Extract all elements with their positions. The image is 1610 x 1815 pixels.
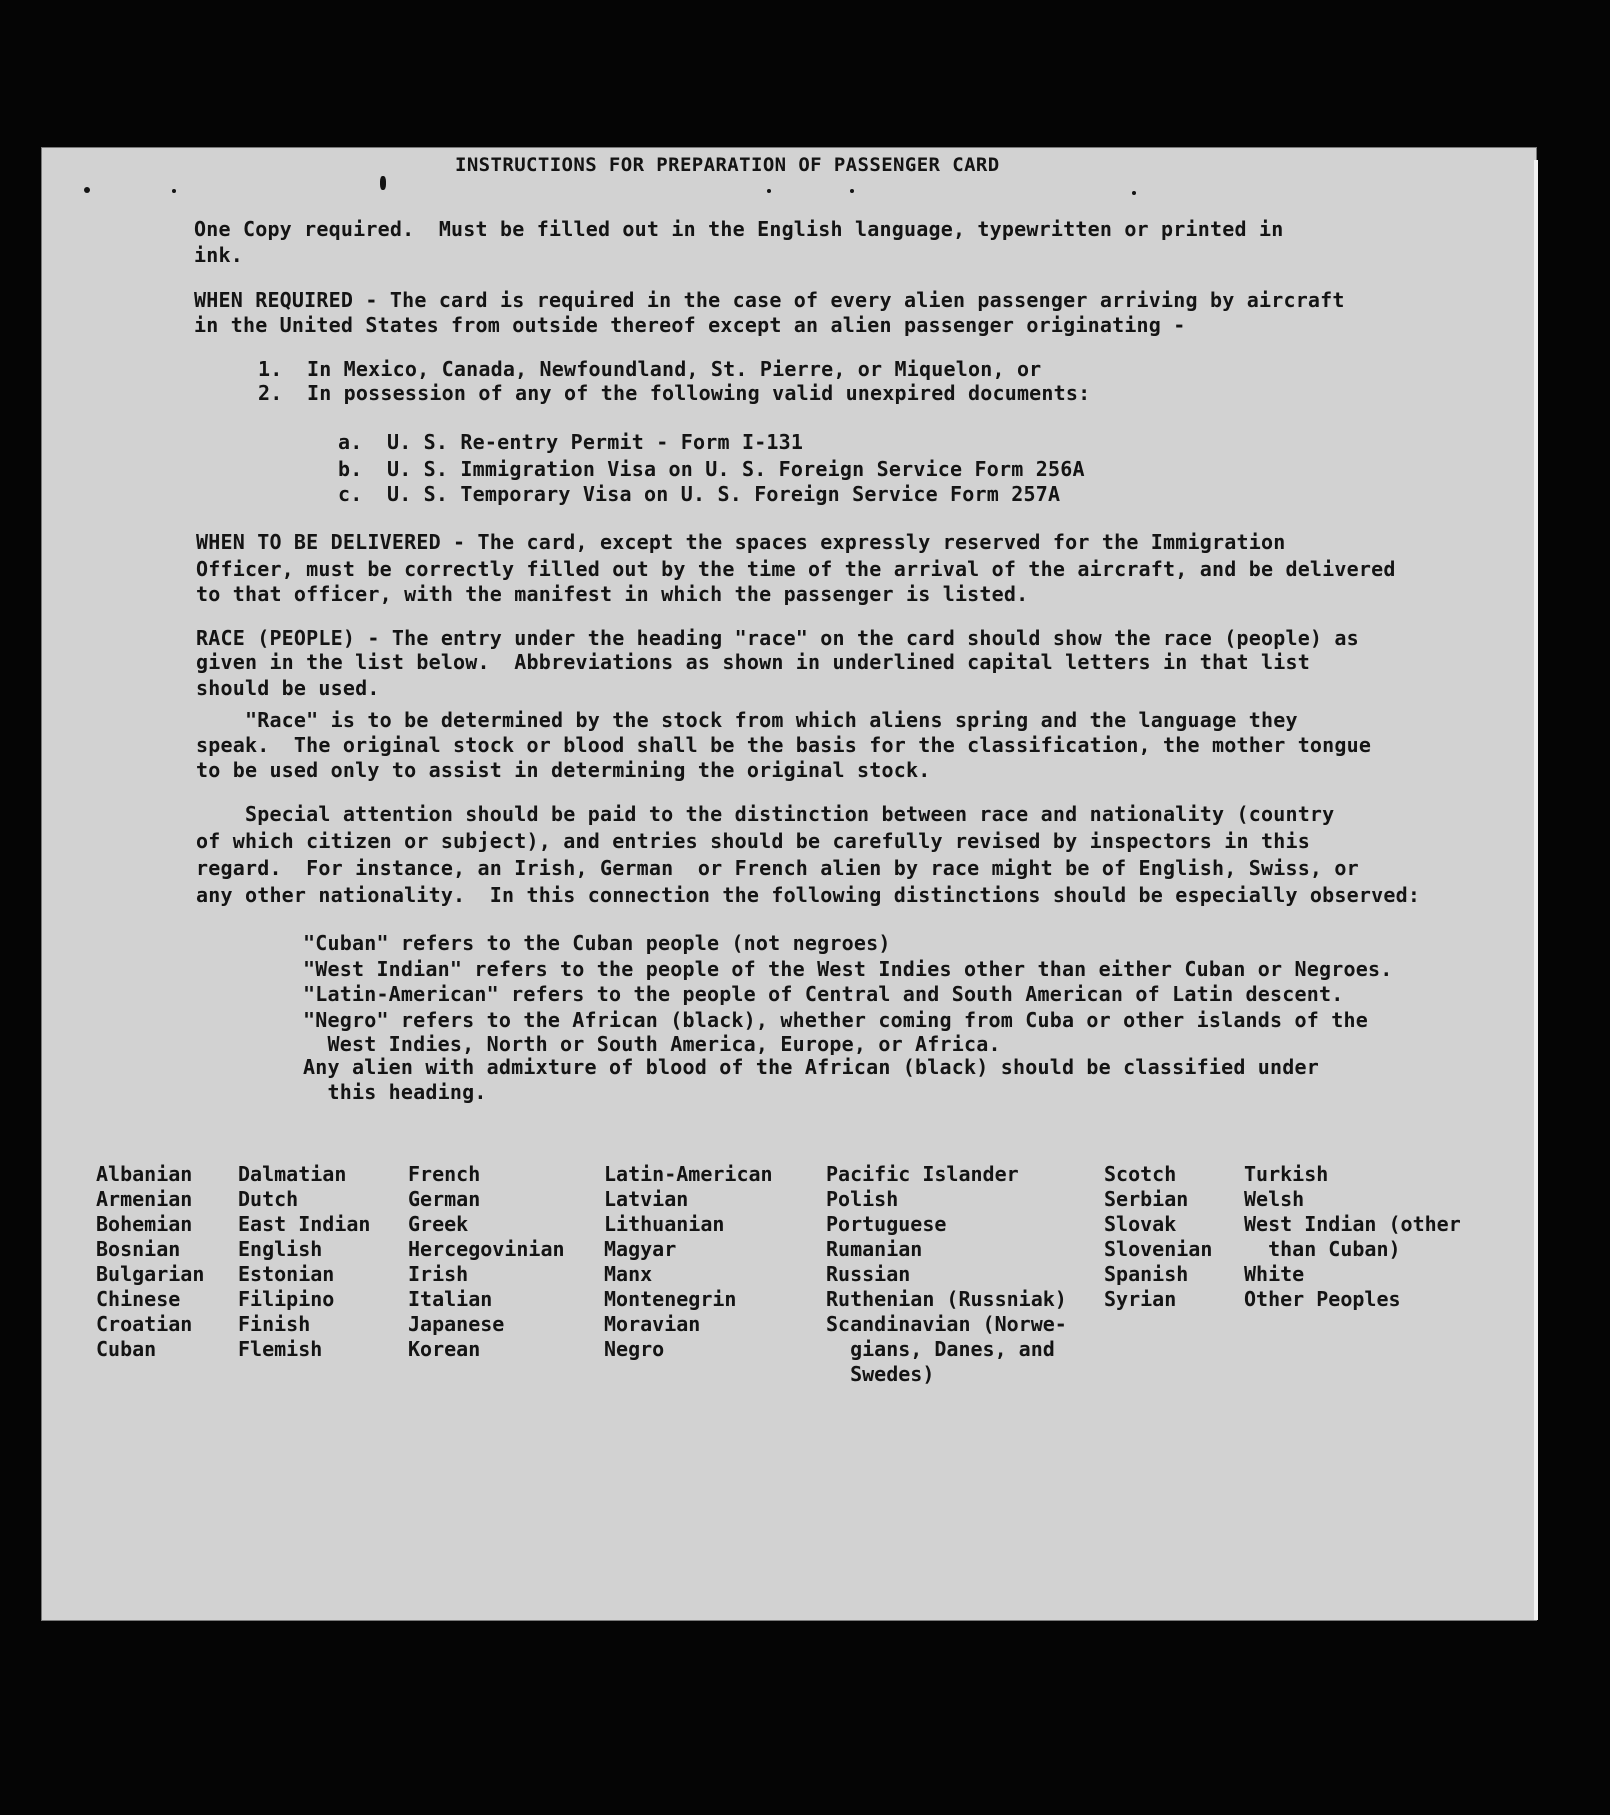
- people-entry: Armenian: [96, 1187, 193, 1211]
- peoples-column: [1244, 1162, 1461, 1312]
- people-entry: Dalmatian: [238, 1162, 347, 1186]
- document-item: c. U. S. Temporary Visa on U. S. Foreign Service Form 257A: [338, 482, 1061, 506]
- people-entry: Cuban: [96, 1337, 157, 1361]
- document-item: a. U. S. Re-entry Permit - Form I-131: [338, 430, 804, 454]
- people-entry: Turkish: [1244, 1162, 1329, 1186]
- people-entry: French: [408, 1162, 481, 1186]
- people-entry: Spanish: [1104, 1262, 1189, 1286]
- people-entry: Polish: [826, 1187, 899, 1211]
- people-entry: Japanese: [408, 1312, 505, 1336]
- people-entry: Serbian: [1104, 1187, 1189, 1211]
- ink-mark: [84, 187, 90, 193]
- peoples-column: [408, 1162, 565, 1362]
- people-entry: Hercegovinian: [408, 1237, 565, 1261]
- distinction-line: this heading.: [303, 1080, 487, 1104]
- people-entry: Latvian: [604, 1187, 689, 1211]
- people-entry: Scotch: [1104, 1162, 1177, 1186]
- ink-mark: [767, 189, 771, 193]
- people-entry: Greek: [408, 1212, 469, 1236]
- people-entry: Bohemian: [96, 1212, 193, 1236]
- when-delivered-line: Officer, must be correctly filled out by the time of the arrival of the aircraft, and be delivered: [196, 557, 1396, 581]
- exception-item: 2. In possession of any of the following valid unexpired documents:: [258, 381, 1091, 405]
- ink-mark: [380, 176, 386, 190]
- peoples-column: [1104, 1162, 1212, 1312]
- when-required-line: WHEN REQUIRED - The card is required in the case of every alien passenger arriving by aircraft: [194, 288, 1345, 312]
- distinction-line: "Latin-American" refers to the people of Central and South American of Latin descent.: [303, 982, 1344, 1006]
- intro-line: One Copy required. Must be filled out in the English language, typewritten or printed in: [194, 217, 1284, 241]
- peoples-column: [604, 1162, 773, 1362]
- distinction-line: "Negro" refers to the African (black), whether coming from Cuba or other islands of the: [303, 1008, 1368, 1032]
- distinction-line: "West Indian" refers to the people of the West Indies other than either Cuban or Negroes.: [303, 957, 1393, 981]
- people-entry: Latin-American: [604, 1162, 773, 1186]
- special-attention-line: any other nationality. In this connection the following distinctions should be especially observed:: [196, 883, 1421, 907]
- intro-line: ink.: [194, 243, 243, 267]
- race-line: should be used.: [196, 676, 380, 700]
- peoples-column: [238, 1162, 370, 1362]
- when-delivered-line: WHEN TO BE DELIVERED - The card, except the spaces expressly reserved for the Immigration: [196, 530, 1286, 554]
- people-entry: Manx: [604, 1262, 653, 1286]
- people-entry: Ruthenian (Russniak): [826, 1287, 1067, 1311]
- people-entry: Estonian: [238, 1262, 335, 1286]
- ink-mark: [172, 189, 176, 193]
- distinction-line: West Indies, North or South America, Europe, or Africa.: [303, 1032, 1001, 1056]
- people-entry: Bosnian: [96, 1237, 181, 1261]
- page-edge: [1534, 160, 1538, 1620]
- people-entry: Finish: [238, 1312, 311, 1336]
- distinction-line: Any alien with admixture of blood of the African (black) should be classified under: [303, 1055, 1320, 1079]
- ink-mark: [1132, 191, 1136, 195]
- people-entry: Montenegrin: [604, 1287, 737, 1311]
- people-entry: West Indian (other: [1244, 1212, 1461, 1236]
- race-definition-line: speak. The original stock or blood shall be the basis for the classification, the mother tongue: [196, 733, 1372, 757]
- race-definition-line: to be used only to assist in determining the original stock.: [196, 758, 931, 782]
- when-delivered-line: to that officer, with the manifest in which the passenger is listed.: [196, 582, 1029, 606]
- people-entry: Italian: [408, 1287, 493, 1311]
- people-entry: Scandinavian (Norwe-: [826, 1312, 1067, 1336]
- people-entry: German: [408, 1187, 481, 1211]
- race-definition-line: "Race" is to be determined by the stock from which aliens spring and the language they: [196, 708, 1298, 732]
- people-entry: Welsh: [1244, 1187, 1305, 1211]
- race-line: RACE (PEOPLE) - The entry under the heading "race" on the card should show the race (people) as: [196, 626, 1359, 650]
- people-entry: gians, Danes, and: [826, 1337, 1055, 1361]
- people-entry: Bulgarian: [96, 1262, 205, 1286]
- people-entry: Irish: [408, 1262, 469, 1286]
- people-entry: Syrian: [1104, 1287, 1177, 1311]
- page-title: INSTRUCTIONS FOR PREPARATION OF PASSENGER CARD: [455, 154, 1000, 176]
- exception-item: 1. In Mexico, Canada, Newfoundland, St. Pierre, or Miquelon, or: [258, 357, 1042, 381]
- people-entry: Slovenian: [1104, 1237, 1213, 1261]
- people-entry: Pacific Islander: [826, 1162, 1019, 1186]
- people-entry: Filipino: [238, 1287, 335, 1311]
- people-entry: Lithuanian: [604, 1212, 725, 1236]
- people-entry: Portuguese: [826, 1212, 947, 1236]
- people-entry: Rumanian: [826, 1237, 923, 1261]
- special-attention-line: Special attention should be paid to the distinction between race and nationality (country: [196, 802, 1335, 826]
- people-entry: English: [238, 1237, 323, 1261]
- peoples-column: [826, 1162, 1067, 1387]
- people-entry: Russian: [826, 1262, 911, 1286]
- people-entry: Dutch: [238, 1187, 299, 1211]
- ink-mark: [850, 189, 854, 193]
- people-entry: Swedes): [826, 1362, 935, 1386]
- people-entry: Croatian: [96, 1312, 193, 1336]
- when-required-line: in the United States from outside thereof except an alien passenger originating -: [194, 313, 1186, 337]
- people-entry: Albanian: [96, 1162, 193, 1186]
- race-line: given in the list below. Abbreviations as shown in underlined capital letters in that list: [196, 650, 1310, 674]
- special-attention-line: of which citizen or subject), and entries should be carefully revised by inspectors in this: [196, 829, 1310, 853]
- people-entry: Slovak: [1104, 1212, 1177, 1236]
- peoples-column: [96, 1162, 204, 1362]
- people-entry: Other Peoples: [1244, 1287, 1401, 1311]
- people-entry: Negro: [604, 1337, 665, 1361]
- people-entry: Chinese: [96, 1287, 181, 1311]
- people-entry: White: [1244, 1262, 1305, 1286]
- people-entry: East Indian: [238, 1212, 371, 1236]
- people-entry: Korean: [408, 1337, 481, 1361]
- people-entry: Flemish: [238, 1337, 323, 1361]
- distinction-line: "Cuban" refers to the Cuban people (not negroes): [303, 931, 891, 955]
- document-item: b. U. S. Immigration Visa on U. S. Foreign Service Form 256A: [338, 457, 1085, 481]
- special-attention-line: regard. For instance, an Irish, German or French alien by race might be of English, Swiss, or: [196, 856, 1359, 880]
- people-entry: Moravian: [604, 1312, 701, 1336]
- people-entry: Magyar: [604, 1237, 677, 1261]
- people-entry: than Cuban): [1244, 1237, 1401, 1261]
